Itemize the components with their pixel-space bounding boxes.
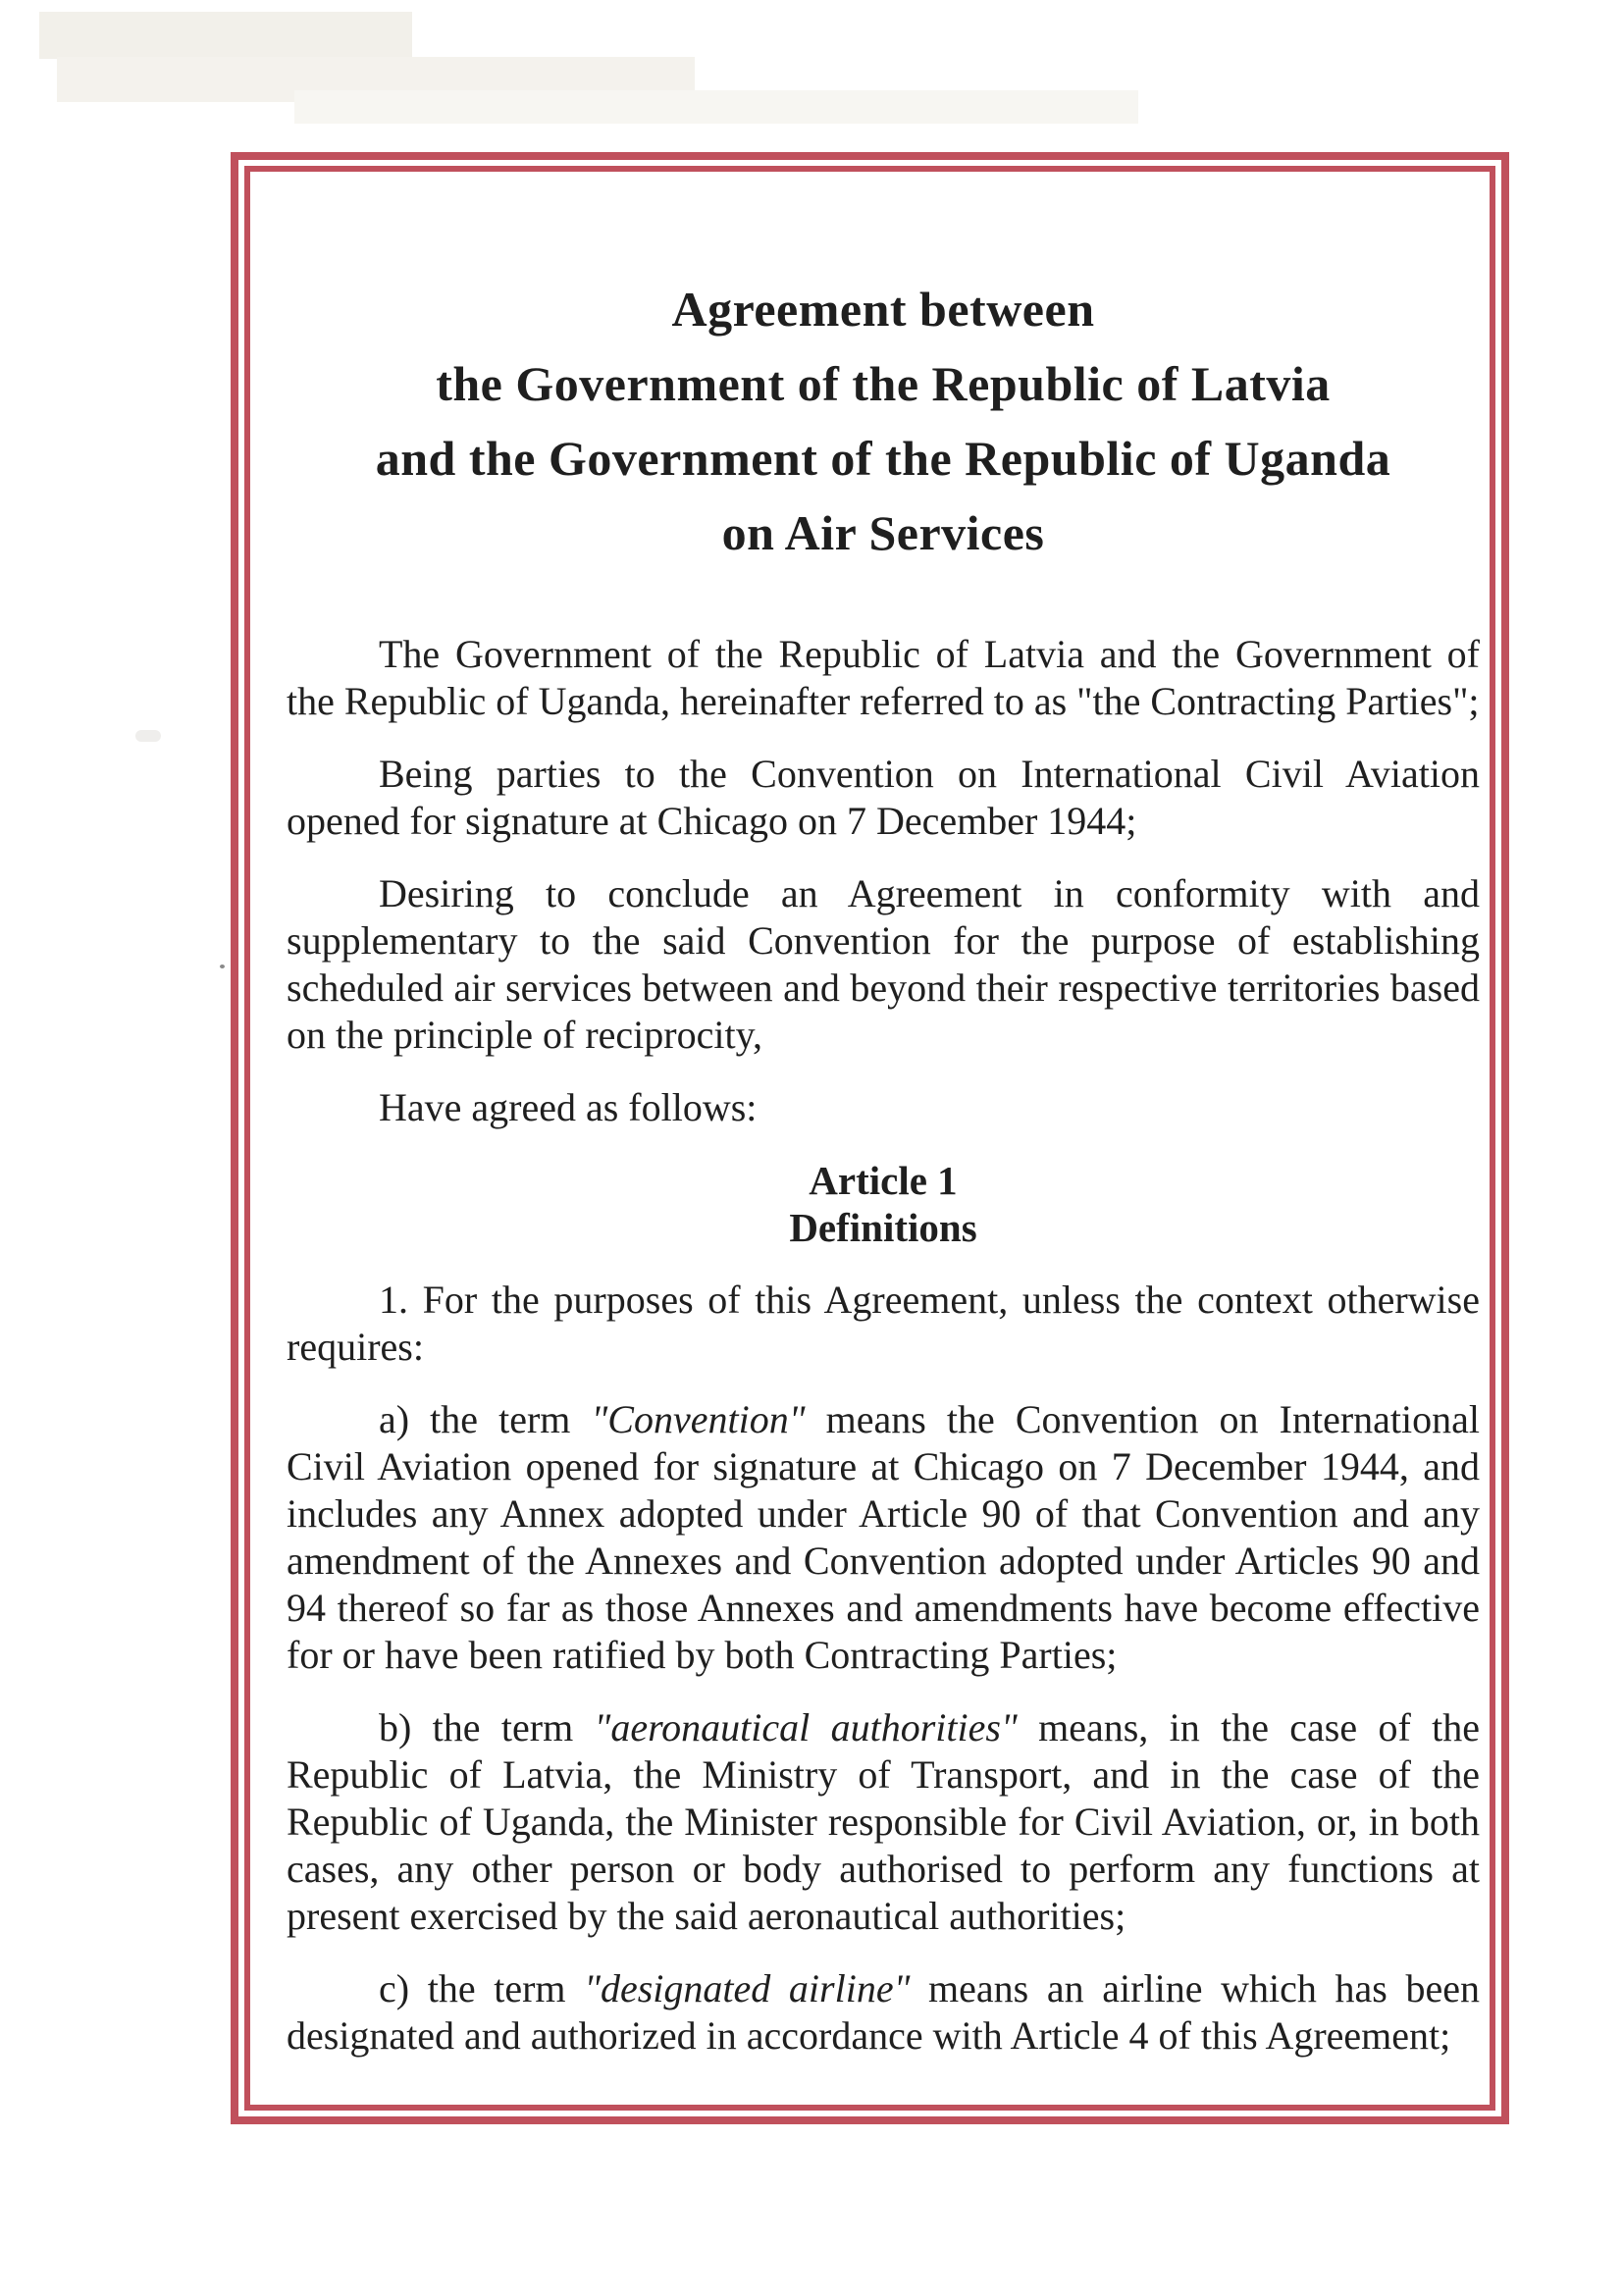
scan-artifact: [220, 965, 225, 968]
preamble-paragraph-convention: Being parties to the Convention on International Civil Aviation opened for signature at Chicago on 7 December 1944;: [287, 752, 1480, 843]
article-title: Definitions: [789, 1205, 977, 1250]
definition-text: c) the term: [379, 1966, 585, 2010]
definition-b-aeronautical-authorities: [287, 1704, 1480, 1940]
document-title: [287, 272, 1480, 570]
document-content: [287, 172, 1480, 2105]
definition-c-designated-airline: [287, 1965, 1480, 2060]
definition-text: means, in the case of the Republic of Latvia, the Ministry of Transport, and in the case of the Republic of Uganda, the Minister responsible for Civil Aviation, or, in both cases, any other person or body authorised to perform any functions at present exercised by the said aeronautical authorities;: [287, 1705, 1480, 1938]
defined-term: "Convention": [591, 1397, 806, 1441]
clause-1-intro: 1. For the purposes of this Agreement, unless the context otherwise requires:: [287, 1278, 1480, 1369]
definition-text: means an airline which has been designated and authorized in accordance with Article 4 of this Agreement;: [287, 1966, 1480, 2058]
definition-text: means the Convention on International Civil Aviation opened for signature at Chicago on 7 December 1944, and includes any Annex adopted under Article 90 of that Convention and any amendment of the Annexes and Convention adopted under Articles 90 and 94 thereof so far as those Annexes and amendments have become effective for or have been ratified by both Contracting Parties;: [287, 1397, 1480, 1677]
article-1-heading: [287, 1157, 1480, 1251]
title-line-1: Agreement between: [671, 282, 1095, 337]
preamble-paragraph-parties: The Government of the Republic of Latvia and the Government of the Republic of Uganda, hereinafter referred to as "the Contracting Parties";: [287, 632, 1480, 723]
defined-term: "aeronautical authorities": [594, 1705, 1018, 1749]
title-line-3: and the Government of the Republic of Uganda: [375, 431, 1391, 486]
definition-text: a) the term: [379, 1397, 592, 1441]
article-number: Article 1: [809, 1158, 958, 1203]
decorative-border-outer: [231, 152, 1509, 2124]
agreed-as-follows-line: Have agreed as follows:: [379, 1085, 758, 1129]
scan-artifact: [57, 57, 695, 102]
title-line-2: the Government of the Republic of Latvia: [436, 356, 1331, 411]
preamble-paragraph-desiring: Desiring to conclude an Agreement in conformity with and supplementary to the said Convention for the purpose of establishing scheduled air services between and beyond their respective territories based on the principle of reciprocity,: [287, 871, 1480, 1057]
definition-text: b) the term: [379, 1705, 595, 1749]
scan-artifact: [135, 730, 161, 742]
title-line-4: on Air Services: [721, 505, 1045, 560]
scan-artifact: [39, 12, 412, 59]
decorative-border-inner: [244, 166, 1495, 2111]
defined-term: "designated airline": [584, 1966, 911, 2010]
scan-artifact: [294, 90, 1138, 124]
definition-a-convention: [287, 1396, 1480, 1679]
